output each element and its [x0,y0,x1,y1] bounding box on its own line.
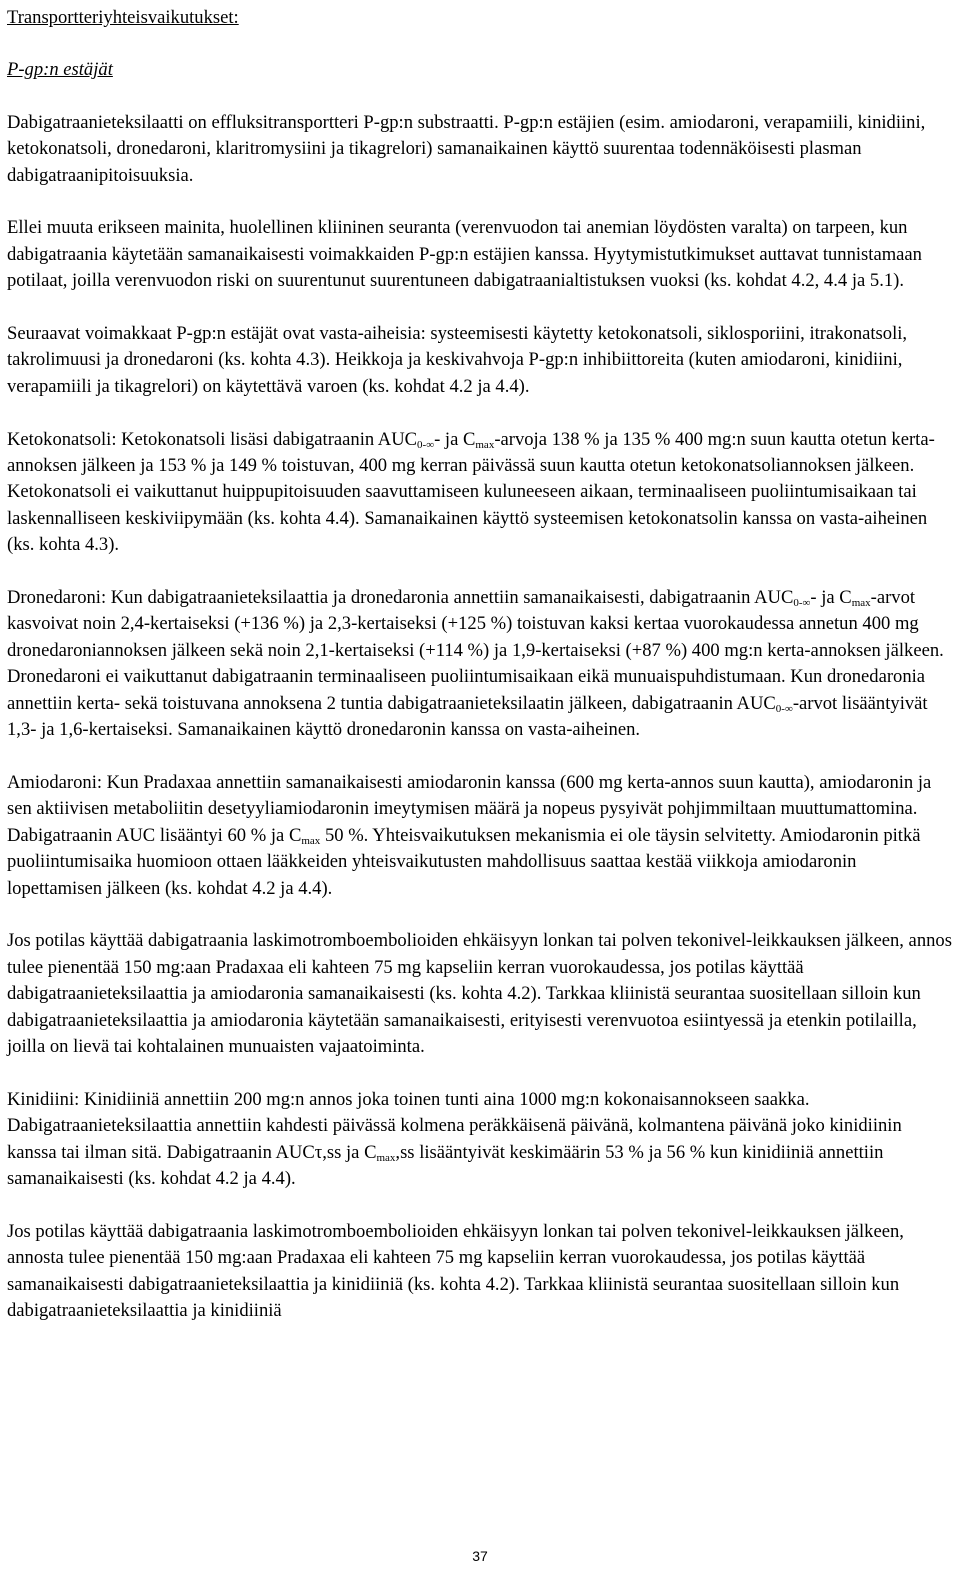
dronedarone-text-b: - ja C [810,587,852,609]
dronedarone-text-a: Dronedaroni: Kun dabigatraanieteksilaattia ja dronedaronia annettiin samanaikaisesti, dabigatraanin AUC [7,587,794,609]
paragraph-quinidine-dosing: Jos potilas käyttää dabigatraania laskimotromboembolioiden ehkäisyyn lonkan tai polven tekonivel-leikkauksen jälkeen, annosta tulee pienentää 150 mg:aan Pradaxaa eli kahteen 75 mg kapseliin kerran vuorokaudessa, jos potilas käyttää samanaikaisesti dabigatraanieteksilaattia ja kinidiiniä (ks. kohta 4.2). Tarkkaa kliinistä seurantaa suositellaan silloin kun dabigatraanieteksilaattia ja kinidiiniä [7,1220,904,1321]
page-number: 37 [472,1548,488,1564]
ketoconazole-sub-auc: 0-∞ [417,438,435,451]
paragraph-pgp-substrate: Dabigatraanieteksilaatti on effluksitransportteri P-gp:n substraatti. P-gp:n estäjien (esim. amiodaroni, verapamiili, kinidiini, ketokonatsoli, dronedaroni, klaritromysiini ja tikagrelori) samanaikainen käyttö suurentaa todennäköisesti plasman dabigatraanipitoisuuksia. [7,111,926,186]
quinidine-text-b: ,ss lisääntyivät keskimäärin 53 % ja 56 % kun kinidiiniä annettiin samanaikaisesti (ks. kohdat 4.2 ja 4.4). [7,1141,884,1189]
amiodarone-text-b: 50 %. Yhteisvaikutuksen mekanismia ei ole täysin selvitetty. Amiodaronin pitkä puoliintumisaika huomioon ottaen lääkkeiden yhteisvaikutusten mahdollisuus saattaa kestää viikkoja amiodaronin lopettamisen jälkeen (ks. kohdat 4.2 ja 4.4). [7,824,921,899]
paragraph-quinidine [7,1087,953,1193]
quinidine-sub-cmax: max [376,1151,396,1164]
amiodarone-sub-cmax: max [301,834,321,847]
paragraph-amiodarone [7,770,953,902]
section-subheading: P-gp:n estäjät [7,59,113,81]
dronedarone-text-c: -arvot kasvoivat noin 2,4-kertaiseksi (+136 %) ja 2,3-kertaiseksi (+125 %) toistuvan kaksi kertaa vuorokaudessa annetun 400 mg dronedaroniannoksen jälkeen sekä noin 2,1-kertaiseksi (+114 %) ja 1,9-kertaiseksi (+87 %) 400 mg:n kerta-annoksen jälkeen. Dronedaroni ei vaikuttanut dabigatraanin terminaaliseen puoliintumisaikaan eikä munuaispuhdistumaan. Kun dronedaronia annettiin kerta- sekä toistuvana annoksena 2 tuntia dabigatraanieteksilaatin jälkeen, dabigatraanin AUC [7,587,944,714]
paragraph-clinical-monitoring: Ellei muuta erikseen mainita, huolellinen kliininen seuranta (verenvuodon tai anemian löydösten varalta) on tarpeen, kun dabigatraania käytetään samanaikaisesti voimakkaiden P-gp:n estäjien kanssa. Hyytymistutkimukset auttavat tunnistamaan potilaat, joilla verenvuodon riski on suurentunut suurentuneen dabigatraanialtistuksen vuoksi (ks. kohdat 4.2, 4.4 ja 5.1). [7,217,922,292]
paragraph-contraindicated-inhibitors: Seuraavat voimakkaat P-gp:n estäjät ovat vasta-aiheisia: systeemisesti käytetty ketokonatsoli, siklosporiini, itrakonatsoli, takrolimuusi ja dronedaroni (ks. kohta 4.3). Heikkoja ja keskivahvoja P-gp:n inhibiittoreita (kuten amiodaroni, kinidiini, verapamiili ja tikagrelori) on käytettävä varoen (ks. kohdat 4.2 ja 4.4). [7,323,908,397]
dronedarone-sub-cmax: max [851,597,871,610]
quinidine-text-a: Kinidiini: Kinidiiniä annettiin 200 mg:n annos joka toinen tunti aina 1000 mg:n kokonaisannokseen saakka. Dabigatraanieteksilaattia annettiin kahdesti päivässä kolmena peräkkäisenä päivänä, kolmantena päivänä joko kinidiinin kanssa tai ilman sitä. Dabigatraanin AUCτ,ss ja C [7,1088,902,1163]
ketoconazole-text-b: - ja C [434,428,476,450]
section-heading: Transportteriyhteisvaikutukset: [7,7,239,28]
paragraph-ketoconazole [7,427,953,559]
ketoconazole-text-a: Ketokonatsoli: Ketokonatsoli lisäsi dabigatraanin AUC [7,428,418,450]
dronedarone-text-d: -arvot lisääntyivät 1,3- ja 1,6-kertaiseksi. Samanaikainen käyttö dronedaronin kanssa on vasta-aiheinen. [7,692,928,741]
ketoconazole-sub-cmax: max [475,438,495,451]
paragraph-dronedarone [7,585,953,743]
ketoconazole-text-c: -arvoja 138 % ja 135 % 400 mg:n suun kautta otetun kerta-annoksen jälkeen ja 153 % ja 149 % toistuvan, 400 mg kerran päivässä suun kautta otetun ketokonatsoliannoksen jälkeen. Ketokonatsoli ei vaikuttanut huippupitoisuuden saavuttamiseen kuluneeseen aikaan, terminaaliseen puoliintumisaikaan tai laskennalliseen keskiviipymään (ks. kohta 4.4). Samanaikainen käyttö systeemisen ketokonatsolin kanssa on vasta-aiheinen (ks. kohta 4.3). [7,428,935,556]
document-page [7,5,953,1324]
dronedarone-sub-auc: 0-∞ [793,597,811,610]
paragraph-amiodarone-dosing: Jos potilas käyttää dabigatraania laskimotromboembolioiden ehkäisyyn lonkan tai polven tekonivel-leikkauksen jälkeen, annos tulee pienentää 150 mg:aan Pradaxaa eli kahteen 75 mg kapseliin kerran vuorokaudessa, jos potilas käyttää dabigatraanieteksilaattia ja amiodaronia samanaikaisesti (ks. kohta 4.2). Tarkkaa kliinistä seurantaa suositellaan silloin kun dabigatraanieteksilaattia ja amiodaronia käytetään samanaikaisesti, erityisesti verenvuotoa esiintyessä ja etenkin potilailla, joilla on lievä tai kohtalainen munuaisten vajaatoiminta. [7,930,952,1057]
amiodarone-text-a: Amiodaroni: Kun Pradaxaa annettiin samanaikaisesti amiodaronin kanssa (600 mg kerta-annos suun kautta), amiodaronin ja sen aktiivisen metaboliitin desetyyliamiodaronin imeytymisen määrä ja nopeus pysyivät pohjimmiltaan muuttumattomina. Dabigatraanin AUC lisääntyi 60 % ja C [7,771,932,846]
dronedarone-sub-auc-2: 0-∞ [775,702,793,715]
